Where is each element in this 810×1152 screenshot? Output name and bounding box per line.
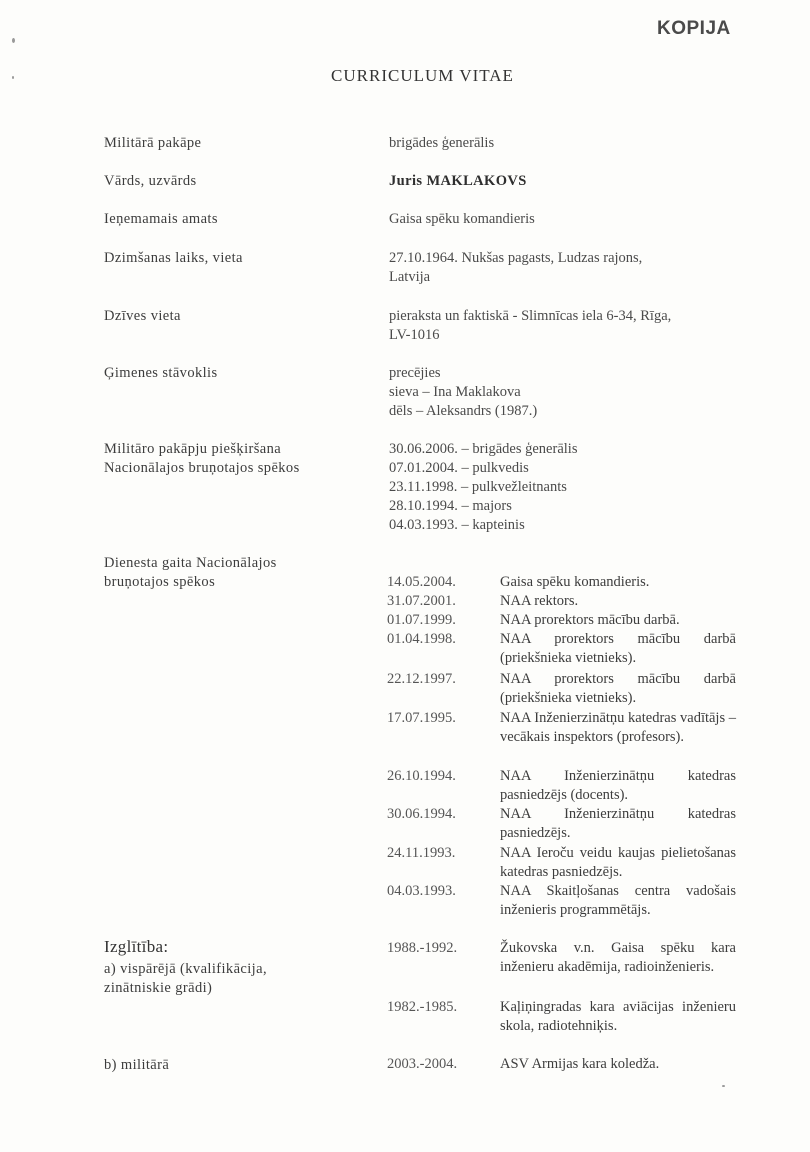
rank-label: Militārā pakāpe [104, 135, 202, 151]
service-date: 17.07.1995. [387, 710, 456, 726]
family-line: sieva – Ina Maklakova [389, 384, 521, 400]
service-date: 01.04.1998. [387, 631, 456, 647]
service-date: 01.07.1999. [387, 612, 456, 628]
education-date: 1988.-1992. [387, 940, 458, 956]
rank-item: 07.01.2004. – pulkvedis [389, 460, 529, 476]
education-text: Žukovska v.n. Gaisa spēku kara inženieru akadēmija, radioinženieris. [500, 940, 736, 975]
residence-label: Dzīves vieta [104, 308, 181, 324]
service-date: 31.07.2001. [387, 593, 456, 609]
education-date: 1982.-1985. [387, 999, 458, 1015]
birth-value [389, 249, 739, 287]
scan-speck [12, 38, 15, 43]
ranks-list [389, 440, 739, 535]
residence-line-1: pieraksta un faktiskā - Slimnīcas iela 6-34, Rīga, [389, 308, 672, 324]
service-date: 22.12.1997. [387, 671, 456, 687]
residence-line-2: LV-1016 [389, 327, 440, 343]
page-title: CURRICULUM VITAE [331, 66, 514, 85]
education-text: ASV Armijas kara koledža. [500, 1056, 660, 1072]
service-date: 04.03.1993. [387, 883, 456, 899]
residence-value [389, 307, 739, 345]
service-text: NAA Inženierzinātņu katedras pasniedzējs. [500, 806, 736, 841]
service-text: NAA Inženierzinātņu katedras pasniedzējs (docents). [500, 768, 736, 803]
rank-item: 04.03.1993. – kapteinis [389, 517, 525, 533]
service-date: 14.05.2004. [387, 574, 456, 590]
copy-stamp: KOPIJA [657, 18, 731, 39]
education-heading: Izglītība: [104, 937, 169, 956]
service-text: NAA prorektors mācību darbā. [500, 612, 680, 628]
ranks-label-line-2: Nacionālajos bruņotajos spēkos [104, 460, 300, 476]
family-line: dēls – Aleksandrs (1987.) [389, 403, 538, 419]
position-value: Gaisa spēku komandieris [389, 211, 535, 227]
ranks-label-line-1: Militāro pakāpju piešķiršana [104, 441, 282, 457]
service-text: NAA Skaitļošanas centra vadošais inženieris programmētājs. [500, 883, 736, 918]
scan-speck [12, 76, 14, 79]
service-text: NAA Ieroču veidu kaujas pielietošanas katedras pasniedzējs. [500, 845, 736, 880]
education-general-label-line-2: zinātniskie grādi) [104, 980, 213, 996]
education-text: Kaļiņingradas kara aviācijas inženieru skola, radiotehniķis. [500, 999, 736, 1034]
rank-item: 23.11.1998. – pulkvežleitnants [389, 479, 567, 495]
education-general-label [104, 960, 267, 998]
service-date: 24.11.1993. [387, 845, 456, 861]
service-label-line-1: Dienesta gaita Nacionālajos [104, 555, 277, 571]
family-label: Ģimenes stāvoklis [104, 365, 218, 381]
birth-line-1: 27.10.1964. Nukšas pagasts, Ludzas rajons, [389, 250, 643, 266]
education-military-label: b) militārā [104, 1057, 170, 1073]
ranks-label [104, 440, 300, 478]
service-text: NAA prorektors mācību darbā (priekšnieka vietnieks). [500, 671, 736, 706]
service-text: NAA Inženierzinātņu katedras vadītājs – vecākais inspektors (profesors). [500, 710, 736, 745]
education-date: 2003.-2004. [387, 1056, 458, 1072]
position-label: Ieņemamais amats [104, 211, 218, 227]
rank-value: brigādes ģenerālis [389, 135, 495, 151]
family-line: precējies [389, 365, 441, 381]
service-date: 26.10.1994. [387, 768, 456, 784]
name-label: Vārds, uzvārds [104, 173, 197, 189]
service-text: NAA rektors. [500, 593, 579, 609]
birth-label: Dzimšanas laiks, vieta [104, 250, 243, 266]
education-general-label-line-1: a) vispārējā (kvalifikācija, [104, 961, 267, 977]
birth-line-2: Latvija [389, 269, 431, 285]
service-text: NAA prorektors mācību darbā (priekšnieka vietnieks). [500, 631, 736, 666]
rank-item: 30.06.2006. – brigādes ģenerālis [389, 441, 578, 457]
family-value [389, 364, 739, 421]
service-date: 30.06.1994. [387, 806, 456, 822]
scan-speck [722, 1085, 725, 1087]
name-value: Juris MAKLAKOVS [389, 173, 527, 189]
service-label-line-2: bruņotajos spēkos [104, 574, 216, 590]
service-text: Gaisa spēku komandieris. [500, 574, 650, 590]
rank-item: 28.10.1994. – majors [389, 498, 512, 514]
service-label [104, 554, 277, 592]
